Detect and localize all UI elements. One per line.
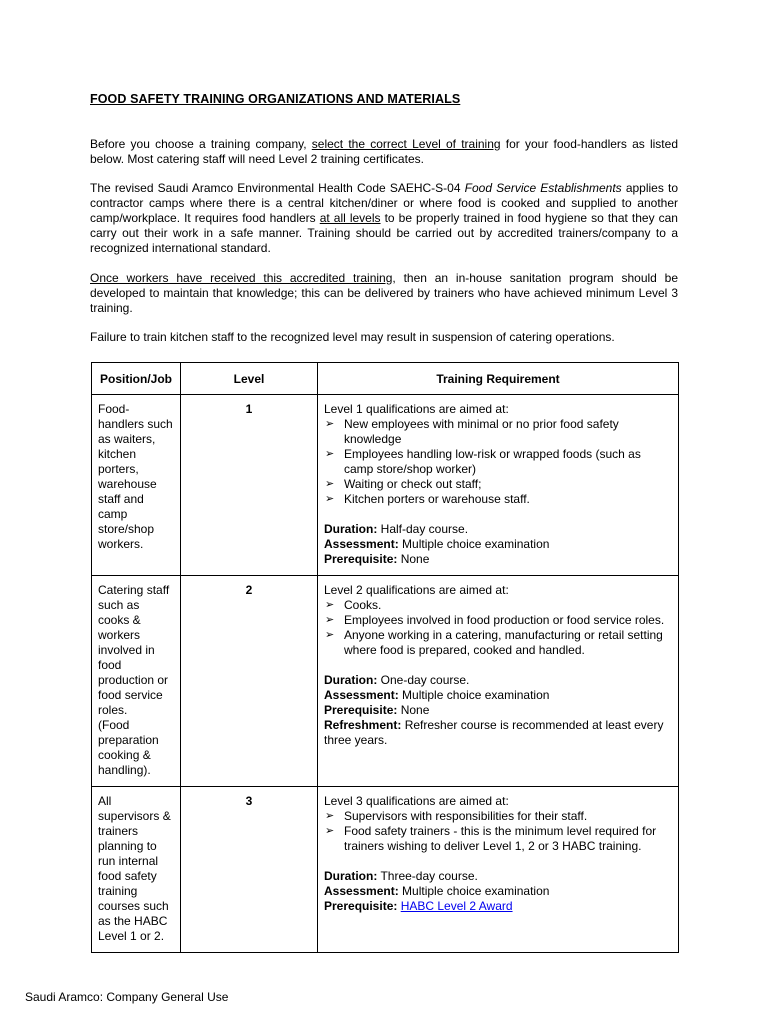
list-item <box>324 613 670 628</box>
requirement-cell <box>318 787 679 953</box>
arrow-bullet-icon: ➢ <box>325 629 335 641</box>
table-row <box>92 395 679 576</box>
requirement-intro: Level 3 qualifications are aimed at: <box>324 794 509 808</box>
position-text: Catering staff such as cooks & workers involved in food production or food service roles. <box>98 583 170 717</box>
text-run: for your food-handlers as listed below. Most catering staff will need Level 2 training certificates. <box>90 137 678 166</box>
position-cell: All supervisors & trainers planning to run internal food safety training courses such as the HABC Level 1 or 2. <box>92 787 181 953</box>
prerequisite-value: None <box>397 552 430 566</box>
arrow-bullet-icon: ➢ <box>325 418 335 430</box>
duration-line <box>324 673 670 688</box>
level-cell: 3 <box>181 787 318 953</box>
list-item <box>324 598 670 613</box>
refreshment-line <box>324 718 670 748</box>
list-item-text: Food safety trainers - this is the minimum level required for trainers wishing to deliver Level 1, 2 or 3 HABC training. <box>344 824 657 853</box>
sanitation-paragraph <box>90 271 678 316</box>
duration-label: Duration: <box>324 869 378 883</box>
header-level: Level <box>181 363 318 395</box>
list-item-text: Cooks. <box>344 598 382 612</box>
list-item-text: Anyone working in a catering, manufacturing or retail setting where food is prepared, cooked and handled. <box>344 628 663 657</box>
duration-value: Three-day course. <box>377 869 478 883</box>
text-run: to be properly trained in food hygiene so that they can carry out their work in a safe manner. Training should be carried out by accredited trainers/company to a recognized international standard. <box>90 211 678 255</box>
duration-label: Duration: <box>324 673 378 687</box>
arrow-bullet-icon: ➢ <box>325 810 335 822</box>
position-cell: Food-handlers such as waiters, kitchen porters, warehouse staff and camp store/shop workers. <box>92 395 181 576</box>
prerequisite-label: Prerequisite: <box>324 703 398 717</box>
assessment-label: Assessment: <box>324 884 399 898</box>
footer-classification: Saudi Aramco: Company General Use <box>25 990 229 1004</box>
header-requirement: Training Requirement <box>318 363 679 395</box>
list-item <box>324 824 670 854</box>
intro-paragraph <box>90 137 678 167</box>
requirement-intro: Level 2 qualifications are aimed at: <box>324 583 509 597</box>
table-row <box>92 787 679 953</box>
list-item-text: Supervisors with responsibilities for their staff. <box>344 809 588 823</box>
list-item-text: Employees handling low-risk or wrapped foods (such as camp store/shop worker) <box>344 447 641 476</box>
list-item <box>324 447 670 477</box>
prerequisite-label: Prerequisite: <box>324 899 398 913</box>
list-item-text: Waiting or check out staff; <box>344 477 482 491</box>
requirement-cell <box>318 576 679 787</box>
prerequisite-line <box>324 703 670 718</box>
duration-value: Half-day course. <box>377 522 469 536</box>
prerequisite-line <box>324 899 670 914</box>
prerequisite-value: None <box>397 703 430 717</box>
text-run: Before you choose a training company, <box>90 137 312 151</box>
position-note: (Food preparation cooking & handling). <box>98 718 159 777</box>
arrow-bullet-icon: ➢ <box>325 825 335 837</box>
arrow-bullet-icon: ➢ <box>325 614 335 626</box>
assessment-line <box>324 688 670 703</box>
assessment-value: Multiple choice examination <box>398 884 550 898</box>
underlined-text: at all levels <box>319 211 381 225</box>
level-cell: 2 <box>181 576 318 787</box>
table-row <box>92 576 679 787</box>
arrow-bullet-icon: ➢ <box>325 493 335 505</box>
table-header-row <box>92 363 679 395</box>
page-title: FOOD SAFETY TRAINING ORGANIZATIONS AND MATERIALS <box>90 92 461 106</box>
prerequisite-line <box>324 552 670 567</box>
refreshment-value: Refresher course is recommended at least every three years. <box>324 718 664 747</box>
italic-text: Food Service Establishments <box>464 181 622 195</box>
text-run: , then an in-house sanitation program should be developed to maintain that knowledge; this can be delivered by trainers who have achieved minimum Level 3 training. <box>90 271 678 315</box>
underlined-text: select the correct Level of training <box>311 137 501 151</box>
list-item-text: Kitchen porters or warehouse staff. <box>344 492 530 506</box>
assessment-line <box>324 884 670 899</box>
header-position: Position/Job <box>92 363 181 395</box>
requirement-list <box>324 809 670 854</box>
list-item <box>324 492 670 507</box>
duration-line <box>324 522 670 537</box>
arrow-bullet-icon: ➢ <box>325 478 335 490</box>
text-run: applies to contractor camps where there is a central kitchen/diner or where food is cooked and supplied to another camp/workplace. It requires food handlers <box>90 181 679 225</box>
refreshment-label: Refreshment: <box>324 718 402 732</box>
position-cell <box>92 576 181 787</box>
warning-paragraph: Failure to train kitchen staff to the recognized level may result in suspension of catering operations. <box>90 330 615 344</box>
assessment-value: Multiple choice examination <box>398 537 550 551</box>
list-item-text: New employees with minimal or no prior food safety knowledge <box>344 417 619 446</box>
assessment-line <box>324 537 670 552</box>
duration-value: One-day course. <box>377 673 470 687</box>
requirement-cell <box>318 395 679 576</box>
list-item-text: Employees involved in food production or food service roles. <box>344 613 665 627</box>
arrow-bullet-icon: ➢ <box>325 448 335 460</box>
habc-level-2-link[interactable]: HABC Level 2 Award <box>400 899 513 913</box>
arrow-bullet-icon: ➢ <box>325 599 335 611</box>
assessment-label: Assessment: <box>324 688 399 702</box>
underlined-text: Once workers have received this accredited training <box>90 271 393 285</box>
training-table <box>91 362 679 953</box>
list-item <box>324 477 670 492</box>
level-cell: 1 <box>181 395 318 576</box>
code-paragraph <box>90 181 678 256</box>
duration-label: Duration: <box>324 522 378 536</box>
requirement-list <box>324 417 670 507</box>
assessment-value: Multiple choice examination <box>398 688 550 702</box>
list-item <box>324 417 670 447</box>
requirement-list <box>324 598 670 658</box>
requirement-intro: Level 1 qualifications are aimed at: <box>324 402 509 416</box>
prerequisite-label: Prerequisite: <box>324 552 398 566</box>
duration-line <box>324 869 670 884</box>
text-run: The revised Saudi Aramco Environmental Health Code SAEHC-S-04 <box>90 181 465 195</box>
list-item <box>324 628 670 658</box>
list-item <box>324 809 670 824</box>
assessment-label: Assessment: <box>324 537 399 551</box>
